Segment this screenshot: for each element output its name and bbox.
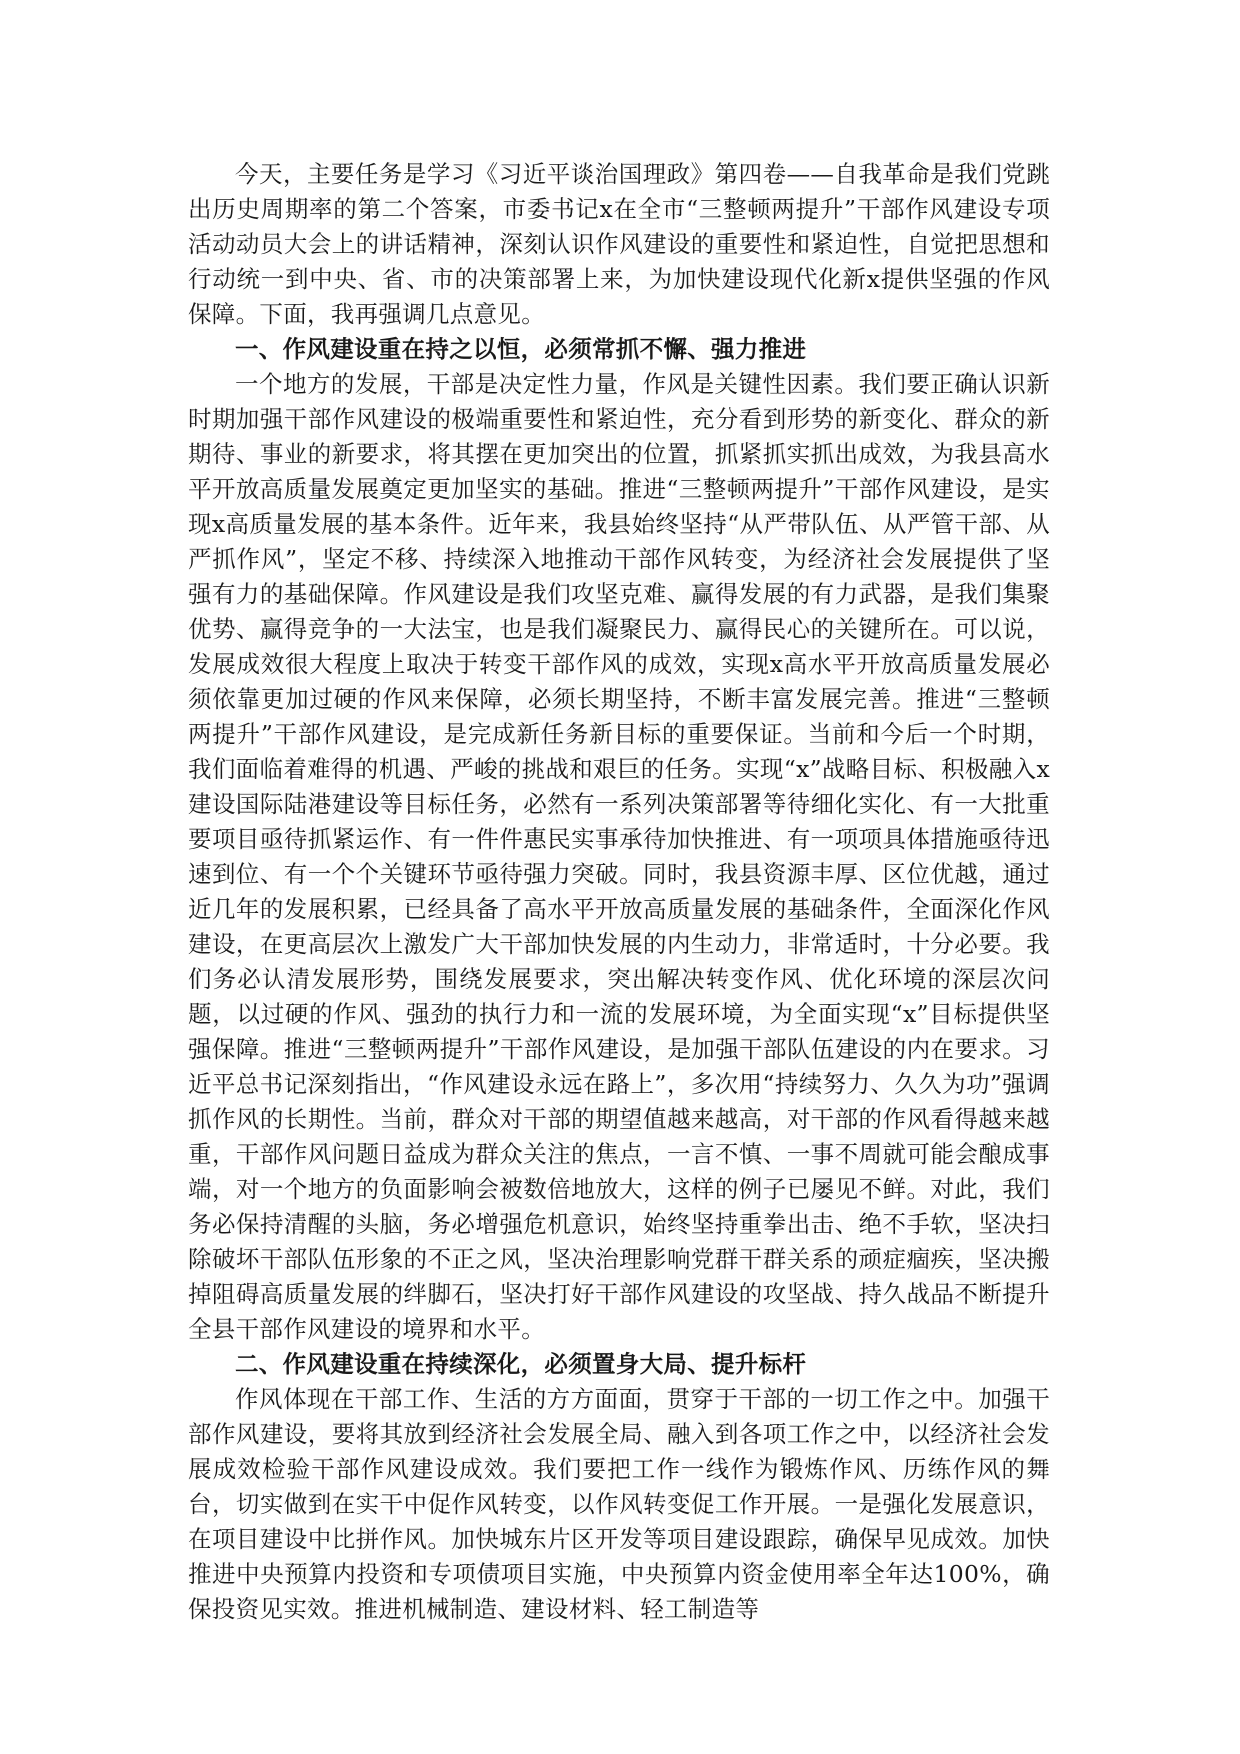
document-body xyxy=(188,157,1050,1627)
section-2-heading: 二、作风建设重在持续深化，必须置身大局、提升标杆 xyxy=(235,1350,807,1378)
section-2-paragraph: 作风体现在干部工作、生活的方方面面，贯穿于干部的一切工作之中。加强干部作风建设，要将其放到经济社会发展全局、融入到各项工作之中，以经济社会发展成效检验干部作风建设成效。我们要把工作一线作为锻炼作风、历练作风的舞台，切实做到在实干中促作风转变，以作风转变促工作开展。一是强化发展意识，在项目建设中比拼作风。加快城东片区开发等项目建设跟踪，确保早见成效。加快推进中央预算内投资和专项债项目实施，中央预算内资金使用率全年达100%，确保投资见实效。推进机械制造、建设材料、轻工制造等 xyxy=(188,1385,1050,1623)
section-1-heading: 一、作风建设重在持之以恒，必须常抓不懈、强力推进 xyxy=(235,335,807,363)
intro-paragraph: 今天，主要任务是学习《习近平谈治国理政》第四卷——自我革命是我们党跳出历史周期率的第二个答案，市委书记x在全市“三整顿两提升”干部作风建设专项活动动员大会上的讲话精神，深刻认识作风建设的重要性和紧迫性，自觉把思想和行动统一到中央、省、市的决策部署上来，为加快建设现代化新x提供坚强的作风保障。下面，我再强调几点意见。 xyxy=(188,160,1050,328)
section-1-paragraph: 一个地方的发展，干部是决定性力量，作风是关键性因素。我们要正确认识新时期加强干部作风建设的极端重要性和紧迫性，充分看到形势的新变化、群众的新期待、事业的新要求，将其摆在更加突出的位置，抓紧抓实抓出成效，为我县高水平开放高质量发展奠定更加坚实的基础。推进“三整顿两提升”干部作风建设，是实现x高质量发展的基本条件。近年来，我县始终坚持“从严带队伍、从严管干部、从严抓作风”，坚定不移、持续深入地推动干部作风转变，为经济社会发展提供了坚强有力的基础保障。作风建设是我们攻坚克难、赢得发展的有力武器，是我们集聚优势、赢得竞争的一大法宝，也是我们凝聚民力、赢得民心的关键所在。可以说，发展成效很大程度上取决于转变干部作风的成效，实现x高水平开放高质量发展必须依靠更加过硬的作风来保障，必须长期坚持，不断丰富发展完善。推进“三整顿两提升”干部作风建设，是完成新任务新目标的重要保证。当前和今后一个时期，我们面临着难得的机遇、严峻的挑战和艰巨的任务。实现“x”战略目标、积极融入x建设国际陆港建设等目标任务，必然有一系列决策部署等待细化实化、有一大批重要项目亟待抓紧运作、有一件件惠民实事承待加快推进、有一项项具体措施亟待迅速到位、有一个个关键环节亟待强力突破。同时，我县资源丰厚、区位优越，通过近几年的发展积累，已经具备了高水平开放高质量发展的基础条件，全面深化作风建设，在更高层次上激发广大干部加快发展的内生动力，非常适时，十分必要。我们务必认清发展形势，围绕发展要求，突出解决转变作风、优化环境的深层次问题，以过硬的作风、强劲的执行力和一流的发展环境，为全面实现“x”目标提供坚强保障。推进“三整顿两提升”干部作风建设，是加强干部队伍建设的内在要求。习近平总书记深刻指出，“作风建设永远在路上”，多次用“持续努力、久久为功”强调抓作风的长期性。当前，群众对干部的期望值越来越高，对干部的作风看得越来越重，干部作风问题日益成为群众关注的焦点，一言不慎、一事不周就可能会酿成事端，对一个地方的负面影响会被数倍地放大，这样的例子已屡见不鲜。对此，我们务必保持清醒的头脑，务必增强危机意识，始终坚持重拳出击、绝不手软，坚决扫除破坏干部队伍形象的不正之风，坚决治理影响党群干群关系的顽症痼疾，坚决搬掉阻碍高质量发展的绊脚石，坚决打好干部作风建设的攻坚战、持久战品不断提升全县干部作风建设的境界和水平。 xyxy=(188,370,1050,1343)
